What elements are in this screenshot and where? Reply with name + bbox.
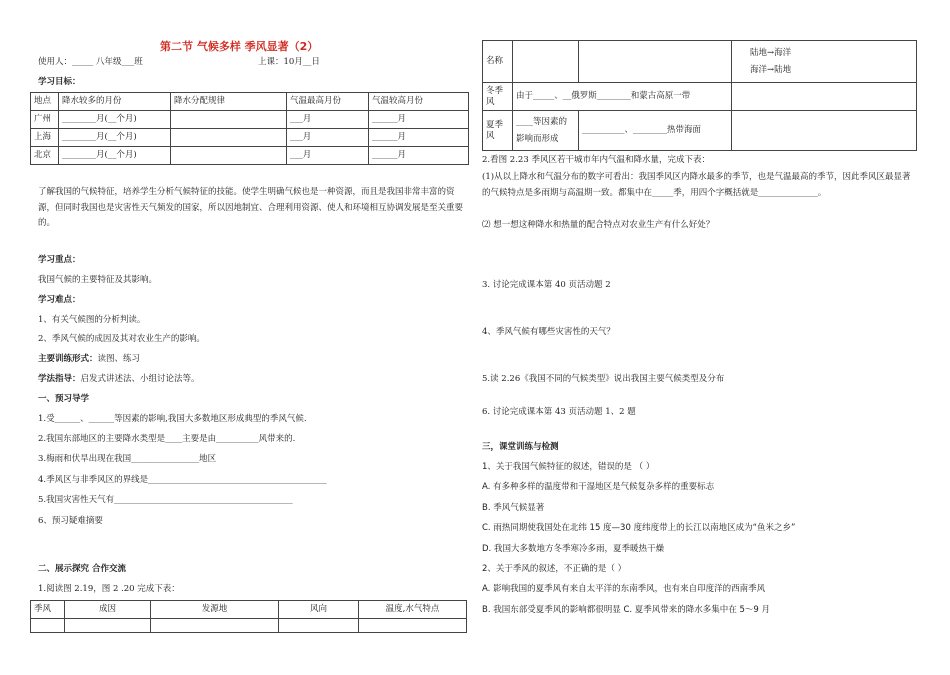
table-row [483, 41, 917, 83]
preview-item: 4.季风区与非季风区的界线是__________________________________________ [38, 475, 327, 485]
table-cell: ______月 [369, 129, 469, 147]
table-row [31, 111, 469, 129]
practice-heading: 三，课堂训练与检测 [482, 442, 559, 452]
question-6: 6. 讨论完成课本第 43 页活动题 1、2 题 [482, 407, 636, 417]
question-4: 4、季风气候有哪些灾害性的天气？ [482, 327, 615, 337]
method-text: 启发式讲述法、小组讨论法等。 [80, 374, 200, 384]
summer-factor-line: ____等因素的 [516, 117, 568, 128]
goals-heading: 学习目标： [38, 77, 81, 87]
preview-heading: 一、预习导学 [38, 394, 90, 404]
difficulty-item: 2、季风气候的成因及其对农业生产的影响。 [38, 334, 205, 344]
preview-item: 2.我国东部地区的主要降水类型是____主要是由__________风带来的. [38, 434, 296, 444]
question-2-2: ⑵ 想一想这种降水和热量的配合特点对农业生产有什么好处？ [482, 220, 715, 230]
summer-factor-line: 影响而形成 [516, 133, 559, 144]
table-header-cell: 风向 [279, 601, 359, 619]
practice-question: 1、关于我国气候特征的叙述，错误的是 （ ） [482, 462, 655, 472]
user-line: 使用人：_____ 八年级___班 [38, 57, 143, 67]
table-cell [579, 41, 732, 83]
direction-sea-land: 海洋→陆地 [750, 64, 792, 75]
table-row [31, 147, 469, 165]
training-label: 主要训练形式： [38, 354, 98, 364]
table-row [31, 129, 469, 147]
table-cell: 夏季风 [483, 111, 513, 151]
table-row [31, 619, 467, 633]
table-cell: ___月 [287, 147, 369, 165]
table-header-row [31, 93, 469, 111]
monsoon-table-body [482, 40, 917, 151]
practice-question: 2、关于季风的叙述，不正确的是（ ） [482, 564, 627, 574]
preview-item: 3.梅雨和伏旱出现在我国________________地区 [38, 454, 217, 464]
table-header-cell: 气温最高月份 [287, 93, 369, 111]
explore-item: 1.阅读图 2.19，图 2 .20 完成下表： [38, 584, 180, 594]
table-cell [279, 619, 359, 633]
practice-option: D. 我国大多数地方冬季寒冷多雨，夏季暖热干燥 [482, 544, 664, 554]
table-cell [31, 619, 65, 633]
question-2: 2.看图 2.23 季风区若干城市年内气温和降水量，完成下表： [482, 155, 710, 165]
monthly-table [30, 92, 469, 165]
table-header-cell: 发源地 [151, 601, 279, 619]
question-2-1: (1)从以上降水和气温分布的数字可看出：我国季风区内降水最多的季节，也是气温最高的季节，因此季风区最显著的气候特点是多雨期与高温期一致。都集中在_____季，用四个字概括就是______________。 [482, 172, 911, 198]
key-heading: 学习重点： [38, 255, 81, 265]
method-line [38, 374, 200, 384]
table-cell: 北京 [31, 147, 59, 165]
table-row [483, 111, 917, 151]
table-cell: ________月(__个月) [59, 147, 171, 165]
method-label: 学法指导： [38, 374, 81, 384]
training-text: 读图、练习 [97, 354, 141, 364]
table-header-cell: 温度,水气特点 [359, 601, 467, 619]
table-cell: 名称 [483, 41, 513, 83]
practice-option: A. 影响我国的夏季风有来自太平洋的东南季风，也有来自印度洋的西南季风 [482, 584, 766, 594]
table-cell [359, 619, 467, 633]
table-cell: 上海 [31, 129, 59, 147]
table-header-cell: 降水较多的月份 [59, 93, 171, 111]
class-date: 上课：10月__日 [258, 57, 320, 67]
table-cell [65, 619, 151, 633]
difficulty-heading: 学习难点： [38, 295, 81, 305]
table-header-cell: 气温较高月份 [369, 93, 469, 111]
table-cell: ______月 [369, 111, 469, 129]
preview-item: 1.受______、______等因素的影响,我国大多数地区形成典型的季风气候. [38, 414, 307, 424]
table-header-cell: 季风 [31, 601, 65, 619]
table-cell: 由于_____、__俄罗斯________和蒙古高原一带 [513, 83, 732, 111]
table-cell: ___月 [287, 111, 369, 129]
monsoon-table-header [30, 600, 467, 633]
question-3: 3. 讨论完成课本第 40 页活动题 2 [482, 280, 611, 290]
table-row [483, 83, 917, 111]
key-text: 我国气候的主要特征及其影响。 [38, 275, 158, 285]
table-cell: 冬季风 [483, 83, 513, 111]
table-cell: 广州 [31, 111, 59, 129]
table-cell [513, 111, 579, 151]
table-cell [513, 41, 579, 83]
table-cell: __________、________热带海面 [579, 111, 732, 151]
explore-heading: 二、展示探究 合作交流 [38, 564, 126, 574]
table-cell [151, 619, 279, 633]
question-5: 5.读 2.26《我国不同的气候类型》说出我国主要气候类型及分布 [482, 374, 725, 384]
practice-option: A. 有多种多样的温度带和干湿地区是气候复杂多样的重要标志 [482, 482, 715, 492]
table-cell [171, 111, 287, 129]
table-cell [732, 83, 917, 111]
preview-item: 5.我国灾害性天气有__________________________________________ [38, 495, 293, 505]
table-cell [171, 129, 287, 147]
table-cell: ___月 [287, 129, 369, 147]
table-cell: ________月(__个月) [59, 111, 171, 129]
table-header-row [31, 601, 467, 619]
practice-option: C. 雨热同期使我国处在北纬 15 度—30 度纬度带上的长江以南地区成为“鱼米之乡” [482, 523, 796, 533]
table-header-cell: 成因 [65, 601, 151, 619]
table-cell [732, 111, 917, 151]
table-header-cell: 降水分配规律 [171, 93, 287, 111]
table-cell [171, 147, 287, 165]
table-header-cell: 地点 [31, 93, 59, 111]
table-cell: ______月 [369, 147, 469, 165]
table-cell [732, 41, 917, 83]
difficulty-item: 1、有关气候图的分析判读。 [38, 315, 146, 325]
table-cell: ________月(__个月) [59, 129, 171, 147]
practice-option: B. 季风气候显著 [482, 503, 545, 513]
preview-item: 6、预习疑难摘要 [38, 516, 103, 526]
direction-land-sea: 陆地→海洋 [750, 47, 792, 58]
practice-option: B. 我国东部受夏季风的影响都很明显 C. 夏季风带来的降水多集中在 5～9 月 [482, 605, 770, 615]
training-line [38, 354, 140, 364]
intro-paragraph: 了解我国的气候特征，培养学生分析气候特征的技能。使学生明确气候也是一种资源，而且是我国非常丰富的资源，但同时我国也是灾害性天气频发的国家，所以因地制宜、合理利用资源、使人和环境相互协调发展是至关重要的。 [38, 187, 464, 229]
page-title: 第二节 气候多样 季风显著（2） [160, 40, 319, 53]
